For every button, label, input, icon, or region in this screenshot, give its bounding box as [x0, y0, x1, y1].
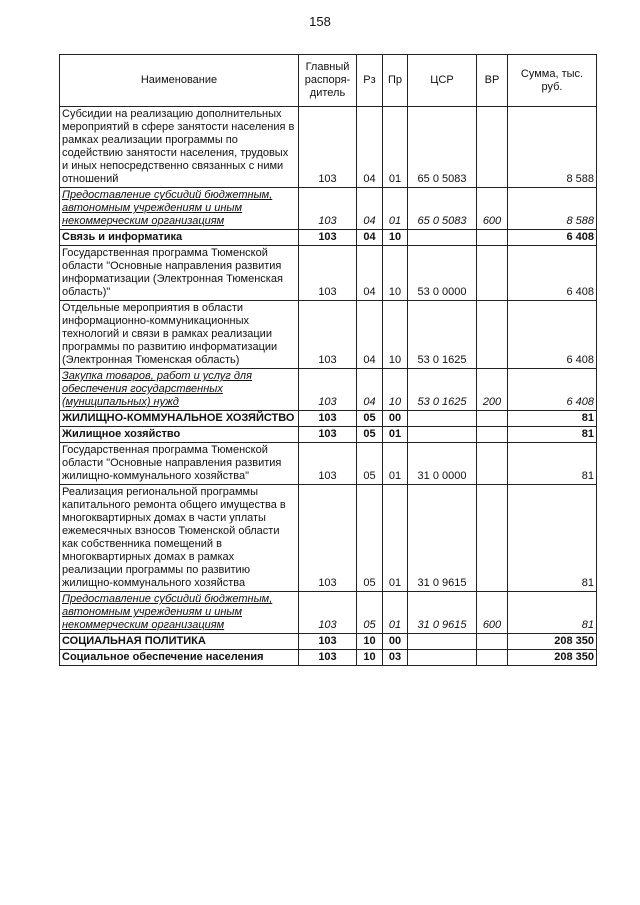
row-name: СОЦИАЛЬНАЯ ПОЛИТИКА: [60, 634, 299, 650]
budget-table: [59, 54, 597, 666]
table-row: [60, 246, 597, 301]
row-rz: 05: [357, 443, 383, 485]
row-vr: 600: [477, 592, 508, 634]
row-rz: 05: [357, 411, 383, 427]
row-sum: 81: [508, 485, 597, 592]
row-manager: 103: [299, 230, 357, 246]
row-sum: 81: [508, 411, 597, 427]
row-pr: 00: [383, 634, 408, 650]
row-sum: 8 588: [508, 188, 597, 230]
row-csr: 53 0 1625: [408, 369, 477, 411]
row-sum: 6 408: [508, 230, 597, 246]
table-row: [60, 443, 597, 485]
row-rz: 05: [357, 485, 383, 592]
row-manager: 103: [299, 650, 357, 666]
row-sum: 8 588: [508, 107, 597, 188]
table-row: [60, 485, 597, 592]
row-rz: 04: [357, 369, 383, 411]
row-name: Предоставление субсидий бюджетным, автономным учреждениям и иным некоммерческим организациям: [60, 188, 299, 230]
row-csr: 31 0 9615: [408, 592, 477, 634]
row-vr: [477, 634, 508, 650]
row-rz: 05: [357, 427, 383, 443]
row-pr: 03: [383, 650, 408, 666]
row-csr: 31 0 9615: [408, 485, 477, 592]
row-manager: 103: [299, 485, 357, 592]
row-pr: 00: [383, 411, 408, 427]
row-rz: 04: [357, 301, 383, 369]
row-csr: [408, 230, 477, 246]
row-csr: 31 0 0000: [408, 443, 477, 485]
table-row: [60, 301, 597, 369]
row-pr: 10: [383, 246, 408, 301]
row-vr: [477, 427, 508, 443]
table-row: [60, 230, 597, 246]
page-number: 158: [309, 14, 331, 29]
row-pr: 01: [383, 107, 408, 188]
row-sum: 208 350: [508, 650, 597, 666]
row-name: Субсидии на реализацию дополнительных мероприятий в сфере занятости населения в рамках реализации программы по содействию занятости населения, трудовых и иных непосредственно связанных с ними отношений: [60, 107, 299, 188]
row-name: Отдельные мероприятия в области информационно-коммуникационных технологий и связи в рамках реализации программы по развитию информатизации (Электронная Тюменская область): [60, 301, 299, 369]
row-name: Закупка товаров, работ и услуг для обеспечения государственных (муниципальных) нужд: [60, 369, 299, 411]
row-vr: [477, 650, 508, 666]
row-csr: [408, 634, 477, 650]
row-vr: [477, 443, 508, 485]
row-manager: 103: [299, 246, 357, 301]
table-row: [60, 592, 597, 634]
row-rz: 04: [357, 246, 383, 301]
row-csr: [408, 411, 477, 427]
row-manager: 103: [299, 369, 357, 411]
row-sum: 81: [508, 592, 597, 634]
row-rz: 04: [357, 107, 383, 188]
row-name: Социальное обеспечение населения: [60, 650, 299, 666]
row-sum: 208 350: [508, 634, 597, 650]
table-row: [60, 188, 597, 230]
row-csr: 53 0 0000: [408, 246, 477, 301]
row-manager: 103: [299, 107, 357, 188]
row-pr: 01: [383, 592, 408, 634]
row-vr: [477, 246, 508, 301]
row-csr: 65 0 5083: [408, 188, 477, 230]
row-name: Жилищное хозяйство: [60, 427, 299, 443]
row-pr: 10: [383, 230, 408, 246]
row-name: Государственная программа Тюменской области "Основные направления развития информатизации (Электронная Тюменская область)": [60, 246, 299, 301]
row-pr: 01: [383, 427, 408, 443]
row-name: Предоставление субсидий бюджетным, автономным учреждениям и иным некоммерческим организациям: [60, 592, 299, 634]
row-sum: 6 408: [508, 301, 597, 369]
header-pr: Пр: [383, 55, 408, 107]
header-vr: ВР: [477, 55, 508, 107]
row-pr: 01: [383, 485, 408, 592]
row-manager: 103: [299, 301, 357, 369]
row-vr: 600: [477, 188, 508, 230]
header-name: Наименование: [60, 55, 299, 107]
table-row: [60, 369, 597, 411]
row-rz: 04: [357, 188, 383, 230]
row-rz: 05: [357, 592, 383, 634]
table-row: [60, 411, 597, 427]
row-csr: [408, 650, 477, 666]
row-rz: 10: [357, 650, 383, 666]
row-name: Связь и информатика: [60, 230, 299, 246]
header-manager: Главный распоря-дитель: [299, 55, 357, 107]
table-row: [60, 634, 597, 650]
header-sum: Сумма, тыс. руб.: [508, 55, 597, 107]
row-rz: 04: [357, 230, 383, 246]
row-name: Государственная программа Тюменской области "Основные направления развития жилищно-коммунального хозяйства": [60, 443, 299, 485]
header-csr: ЦСР: [408, 55, 477, 107]
row-manager: 103: [299, 427, 357, 443]
row-vr: [477, 301, 508, 369]
row-vr: [477, 107, 508, 188]
header-rz: Рз: [357, 55, 383, 107]
row-pr: 10: [383, 369, 408, 411]
table-row: [60, 107, 597, 188]
table-header-row: [60, 55, 597, 107]
row-vr: 200: [477, 369, 508, 411]
row-sum: 81: [508, 427, 597, 443]
table-row: [60, 650, 597, 666]
row-csr: 65 0 5083: [408, 107, 477, 188]
row-manager: 103: [299, 592, 357, 634]
row-manager: 103: [299, 443, 357, 485]
row-csr: [408, 427, 477, 443]
row-vr: [477, 230, 508, 246]
row-name: Реализация региональной программы капитального ремонта общего имущества в многоквартирных домах в части уплаты ежемесячных взносов Тюменской области как собственника помещений в многоквартирных домах в рамках реализации программы по развитию жилищно-коммунального хозяйства: [60, 485, 299, 592]
row-sum: 81: [508, 443, 597, 485]
row-name: ЖИЛИЩНО-КОММУНАЛЬНОЕ ХОЗЯЙСТВО: [60, 411, 299, 427]
row-vr: [477, 485, 508, 592]
row-pr: 10: [383, 301, 408, 369]
row-pr: 01: [383, 443, 408, 485]
table-row: [60, 427, 597, 443]
row-rz: 10: [357, 634, 383, 650]
row-manager: 103: [299, 634, 357, 650]
row-sum: 6 408: [508, 369, 597, 411]
row-pr: 01: [383, 188, 408, 230]
row-vr: [477, 411, 508, 427]
row-manager: 103: [299, 411, 357, 427]
row-csr: 53 0 1625: [408, 301, 477, 369]
row-sum: 6 408: [508, 246, 597, 301]
row-manager: 103: [299, 188, 357, 230]
